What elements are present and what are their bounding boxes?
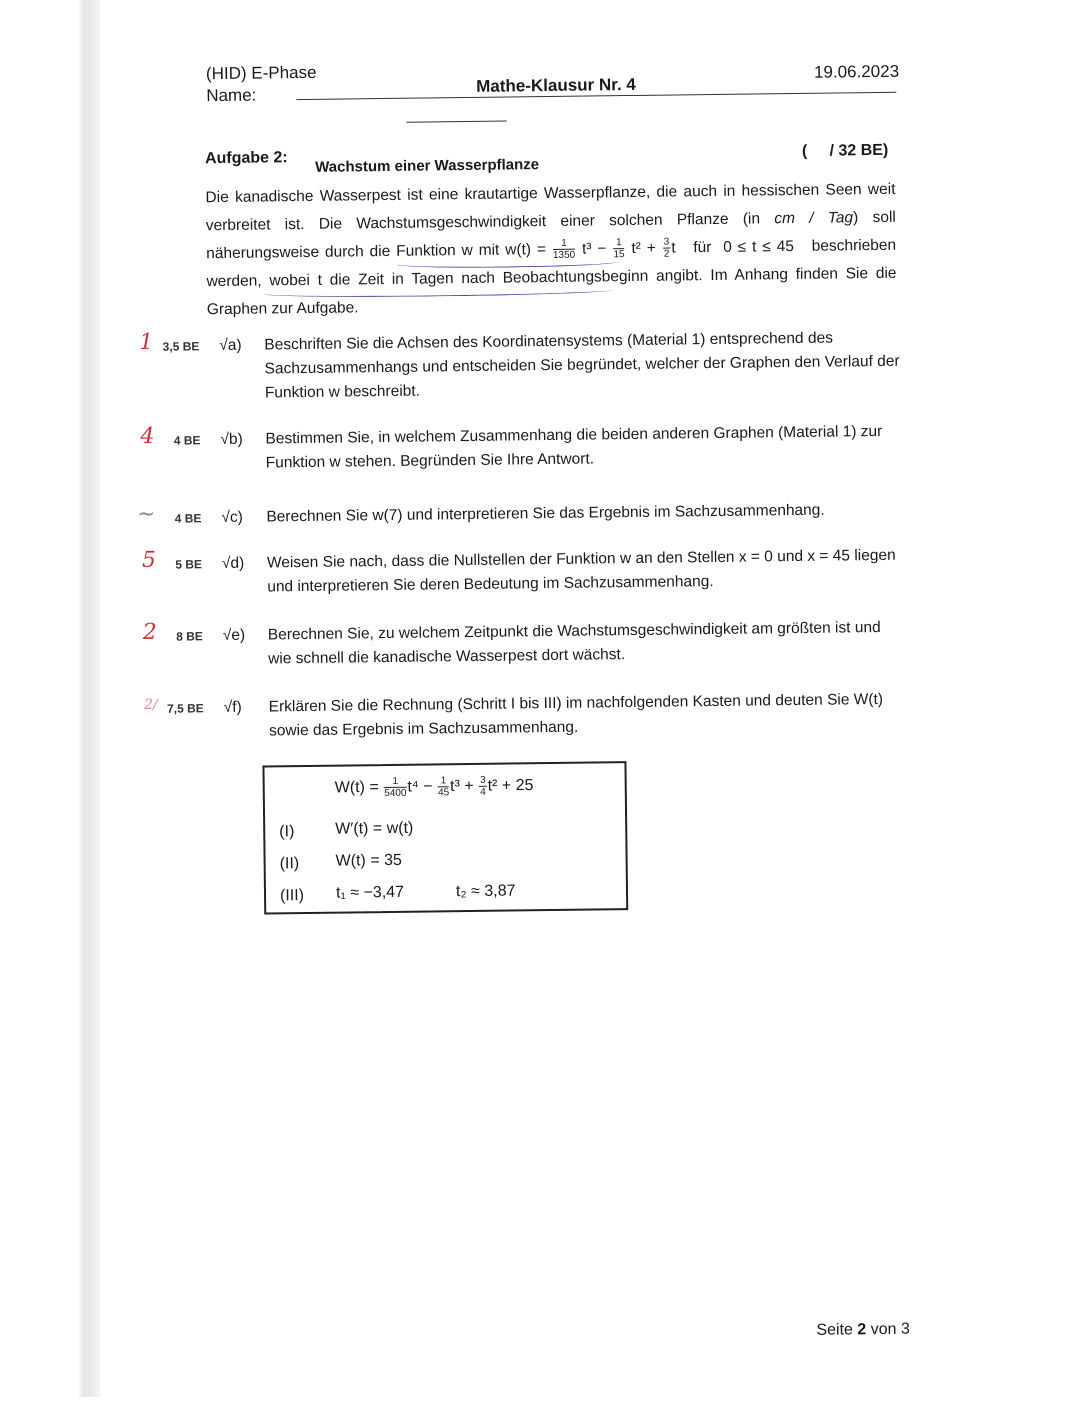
- antiderivative-equation: W(t) = $\frac{1}{5400}$ t⁴ − $\frac{1}{45}$ t³ + $\frac{3}{4}$ t² + 25: [334, 774, 534, 800]
- term: t³ −: [576, 240, 613, 258]
- fraction: $\frac{1}{15}$: [613, 237, 625, 261]
- points-label: 4 BE: [174, 511, 202, 526]
- subtask-text: Weisen Sie nach, dass die Nullstellen der Funktion w an den Stellen x = 0 und x = 45 liegen und interpretieren Sie deren Bedeutung im Sachzusammenhang.: [266, 546, 896, 596]
- subtask-label: √f): [223, 698, 242, 717]
- intro-text: für 0 ≤ t ≤ 45 beschrieben werden, wobei t die Zeit in Tagen nach Beobachtungsbeginn angibt. Im Anhang finden Sie die Graphen zur Aufgabe.: [206, 236, 901, 319]
- subtask-b: [120, 420, 900, 472]
- calculation-box: [262, 761, 628, 914]
- subtask-a: [119, 326, 900, 402]
- points-label: 3,5 BE: [162, 339, 200, 354]
- task-points: ( / 32 BE): [801, 141, 889, 160]
- subtask-text: Berechnen Sie w(7) und interpretieren Sie das Ergebnis im Sachzusammenhang.: [266, 501, 825, 526]
- points-label: 7,5 BE: [166, 701, 204, 716]
- subtask-text: Bestimmen Sie, in welchem Zusammenhang die beiden anderen Graphen (Material 1) zur Funktion w stehen. Begründen Sie Ihre Antwort.: [265, 422, 883, 472]
- subtask-d: [122, 544, 902, 596]
- grade-mark: 4: [140, 423, 155, 450]
- step-equation: W(t) = 35: [335, 851, 402, 870]
- task-number: Aufgabe 2:: [204, 149, 288, 168]
- page-number: Seite 2 von 3: [816, 1320, 910, 1339]
- term: t² +: [625, 239, 662, 258]
- grade-mark: 2: [142, 619, 157, 645]
- step-equation: t₁ ≈ −3,47: [335, 883, 405, 902]
- step-label: (II): [279, 855, 300, 873]
- intro-text: Die kanadische Wasserpest ist eine krautartige Wasserpflanze, die auch in hessischen Seen weit verbreitet ist. Die Wachstumsgeschwindigkeit einer solchen Pflanze (in: [205, 180, 896, 235]
- points-label: 4 BE: [173, 433, 201, 448]
- course-label: (HID) E-Phase: [205, 62, 317, 84]
- step-equation: W′(t) = w(t): [335, 819, 414, 838]
- step-label: (I): [279, 823, 295, 841]
- subtask-text: Erklären Sie die Rechnung (Schritt I bis III) im nachfolgenden Kasten und deuten Sie W(t) sowie das Ergebnis im Sachzusammenhang.: [268, 690, 884, 740]
- subtask-text: Beschriften Sie die Achsen des Koordinatensystems (Material 1) entsprechend des Sachzusammenhangs und entscheiden Sie begründet, welcher der Graphen den Verlauf der Funktion w beschreibt.: [264, 329, 900, 402]
- subtask-label: √e): [222, 626, 246, 645]
- subtask-label: √c): [221, 508, 243, 527]
- subtask-text: Berechnen Sie, zu welchem Zeitpunkt die Wachstumsgeschwindigkeit am größten ist und wie schnell die kanadische Wasserpest dort wächst.: [267, 618, 881, 668]
- fraction: $\frac{1}{1350}$: [552, 238, 576, 262]
- exam-title: Mathe-Klausur Nr. 4: [476, 74, 636, 96]
- subtask-c: [121, 498, 901, 528]
- term: t: [671, 239, 676, 257]
- unit: cm / Tag: [774, 209, 854, 228]
- grade-mark: 2/: [143, 696, 158, 713]
- subtask-f: [124, 688, 904, 740]
- name-label: Name:: [206, 85, 257, 106]
- intro-text: ) soll näherungsweise durch die Funktion w mit w(t) =: [206, 208, 896, 263]
- subtask-e: [123, 616, 903, 668]
- task-intro: [205, 176, 901, 324]
- subtask-label: √a): [219, 336, 242, 355]
- name-line: [407, 121, 507, 123]
- fraction: $\frac{3}{2}$: [663, 236, 670, 261]
- subtask-label: √b): [220, 430, 243, 449]
- task-subtitle: Wachstum einer Wasserpflanze: [315, 156, 540, 176]
- points-label: 5 BE: [175, 557, 203, 572]
- grade-mark: ~: [136, 501, 156, 528]
- subtask-label: √d): [221, 554, 245, 573]
- step-equation: t₂ ≈ 3,87: [455, 882, 516, 901]
- points-label: 8 BE: [176, 629, 203, 644]
- grade-mark: 5: [141, 547, 157, 573]
- exam-date: 19.06.2023: [813, 61, 900, 82]
- step-label: (III): [279, 887, 305, 905]
- grade-mark: 1: [139, 329, 154, 356]
